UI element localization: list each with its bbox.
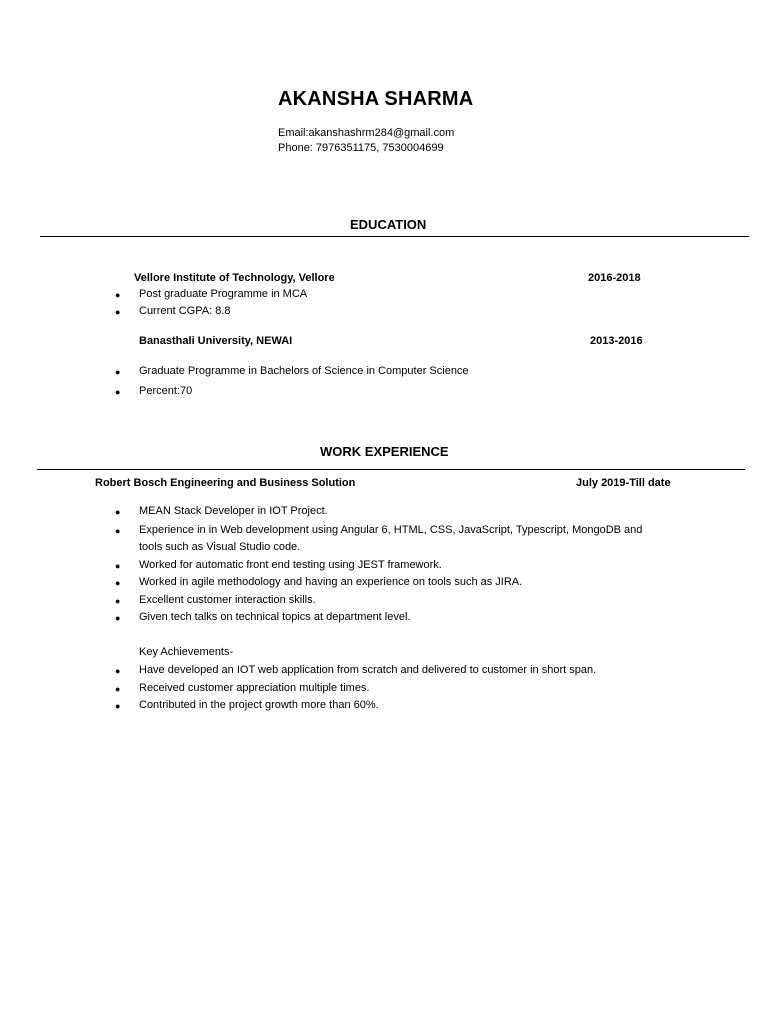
achievements-label: Key Achievements- xyxy=(139,646,234,658)
bullet-icon: ● xyxy=(115,526,121,536)
bullet-icon: ● xyxy=(115,596,121,606)
phone-text: Phone: 7976351175, 7530004699 xyxy=(278,142,444,154)
achievement-point: Contributed in the project growth more than 60%. xyxy=(139,699,379,711)
years-vit: 2016-2018 xyxy=(588,272,641,284)
bullet-icon: ● xyxy=(115,387,121,397)
work-point: Given tech talks on technical topics at department level. xyxy=(139,611,411,623)
education-divider xyxy=(40,236,749,237)
email-text: Email:akanshashrm284@gmail.com xyxy=(278,127,455,139)
work-divider xyxy=(37,469,745,470)
education-point: Graduate Programme in Bachelors of Science in Computer Science xyxy=(139,365,469,377)
work-heading: WORK EXPERIENCE xyxy=(320,444,449,459)
education-heading: EDUCATION xyxy=(350,217,427,232)
bullet-icon: ● xyxy=(115,307,121,317)
bullet-icon: ● xyxy=(115,578,121,588)
company-name: Robert Bosch Engineering and Business Solution xyxy=(95,477,356,489)
work-point: MEAN Stack Developer in IOT Project. xyxy=(139,505,328,517)
work-point: Worked in agile methodology and having an experience on tools such as JIRA. xyxy=(139,576,523,588)
bullet-icon: ● xyxy=(115,367,121,377)
work-point: Excellent customer interaction skills. xyxy=(139,594,316,606)
education-point: Percent:70 xyxy=(139,385,193,397)
institution-banasthali: Banasthali University, NEWAI xyxy=(139,335,293,347)
achievement-point: Have developed an IOT web application from scratch and delivered to customer in short span. xyxy=(139,664,597,676)
education-point: Post graduate Programme in MCA xyxy=(139,288,308,300)
years-banasthali: 2013-2016 xyxy=(590,335,643,347)
bullet-icon: ● xyxy=(115,290,121,300)
bullet-icon: ● xyxy=(115,666,121,676)
education-point: Current CGPA: 8.8 xyxy=(139,305,231,317)
candidate-name: AKANSHA SHARMA xyxy=(278,88,474,110)
work-point-continued: tools such as Visual Studio code. xyxy=(139,541,301,553)
work-period: July 2019-Till date xyxy=(576,477,671,489)
bullet-icon: ● xyxy=(115,561,121,571)
bullet-icon: ● xyxy=(115,613,121,623)
achievement-point: Received customer appreciation multiple times. xyxy=(139,682,370,694)
institution-vit: Vellore Institute of Technology, Vellore xyxy=(134,272,335,284)
bullet-icon: ● xyxy=(115,684,121,694)
work-point: Experience in in Web development using Angular 6, HTML, CSS, JavaScript, Typescript, MongoDB and xyxy=(139,524,643,536)
work-point: Worked for automatic front end testing using JEST framework. xyxy=(139,559,442,571)
bullet-icon: ● xyxy=(115,507,121,517)
bullet-icon: ● xyxy=(115,701,121,711)
